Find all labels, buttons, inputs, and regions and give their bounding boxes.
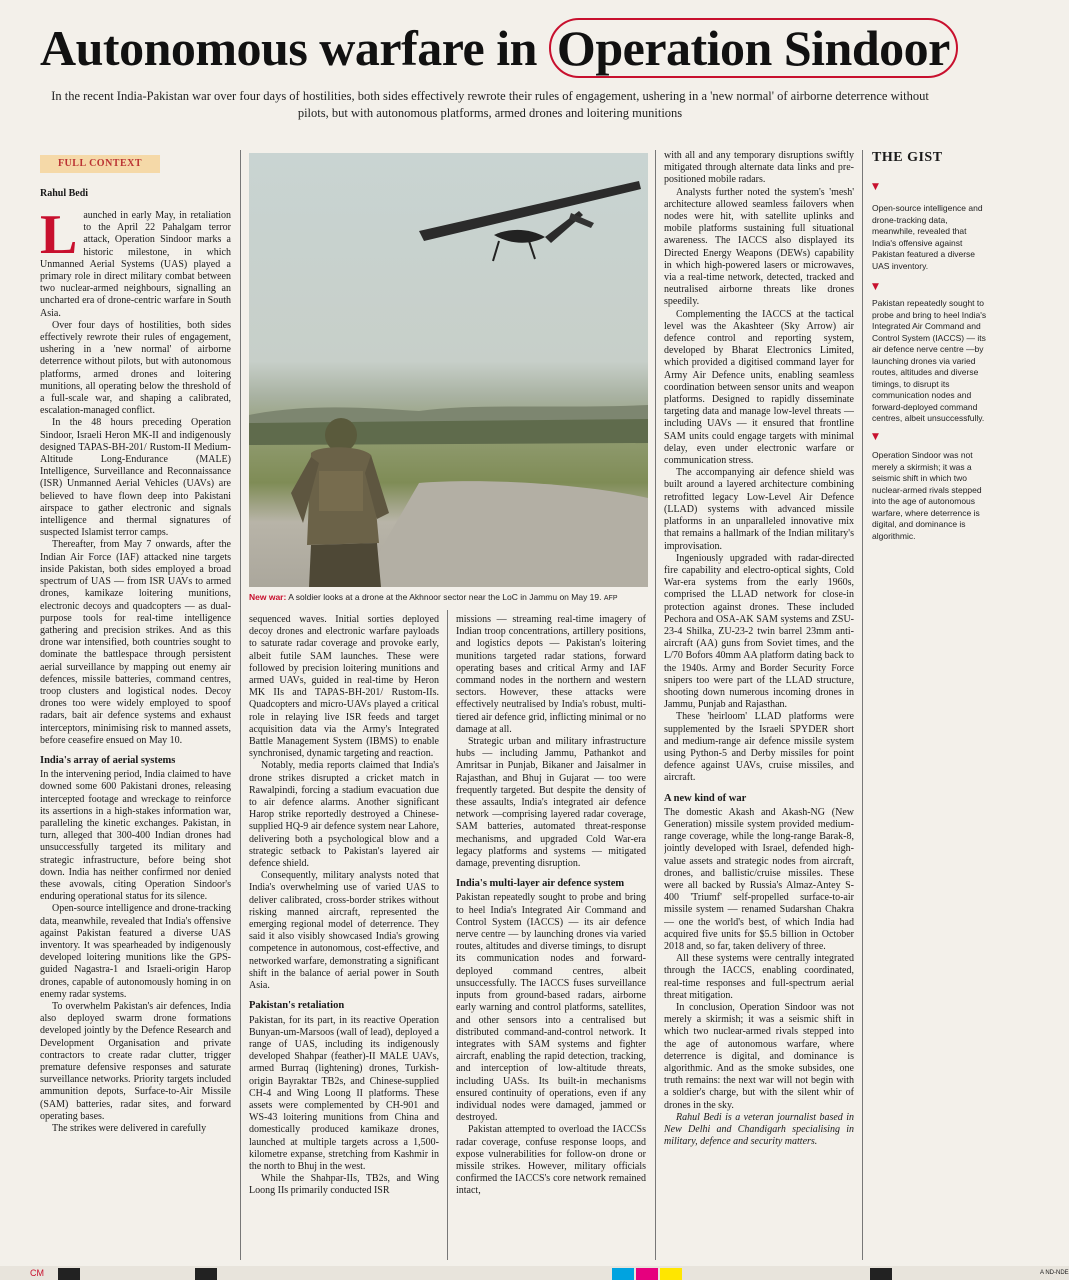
headline-highlight: Operation Sindoor bbox=[549, 18, 958, 78]
caption-text: A soldier looks at a drone at the Akhnoor sector near the LoC in Jammu on May 19. bbox=[288, 592, 602, 602]
headline-text: Autonomous warfare in bbox=[40, 20, 549, 76]
color-mark-label: CM bbox=[30, 1268, 44, 1278]
paragraph: Analysts further noted the system's 'mesh' architecture allowed seamless failovers when nodes were hit, with satellite uplinks and mobile platforms sustaining full situational awareness. The IACCS also displayed its Directed Energy Weapons (DEWs) capability in which high-powered lasers or microwaves, via a real-time network, detected, tracked and neutralised airborne threats like drones speedily. bbox=[664, 186, 854, 308]
paragraph: missions — streaming real-time imagery of Indian troop concentrations, artillery positions, and logistics depots — Pakistan's loitering munitions targeted radar stations, forward operating bases and critical Army and IAF command nodes in the northern and western sectors. However, these attacks were effectively neutralised by India's robust, multi-tiered air defence grid, inflicting minimal or no damage at all. bbox=[456, 614, 646, 735]
gist-item: Open-source intelligence and drone-tracking data, meanwhile, revealed that India's offensive against Pakistan featured a diverse UAS inventory. bbox=[872, 203, 983, 271]
paragraph: Strategic urban and military infrastructure hubs — including Jammu, Pathankot and Amritsar in Punjab, Bikaner and Jaisalmer in Rajasthan, and Bhuj in Gujarat — too were frequently targeted. But despite the density of these assaults, India's integrated air defence network —comprising layered radar coverage, SAM batteries, automated threat-response mechanisms, and upgraded Cold War-era legacy platforms and systems — mitigated damage, preventing disruption. bbox=[456, 736, 646, 870]
registration-swatch bbox=[195, 1268, 217, 1280]
headline bbox=[40, 18, 1050, 80]
column-rule bbox=[655, 150, 656, 1260]
byline: Rahul Bedi bbox=[40, 188, 89, 199]
column-4 bbox=[664, 150, 854, 1265]
article-photo bbox=[249, 153, 648, 587]
paragraph: sequenced waves. Initial sorties deployed decoy drones and electronic warfare payloads to saturate radar coverage and provoke early, albeit futile SAM launches. These were followed by precision loitering munitions and armed UAVs, guided in real-time by Heron MK IIs and TAPAS-BH-201/ Rustom-IIs. Quadcopters and micro-UAVs played a critical role in relaying live ISR feeds and target acquisition data via the Army's Integrated Battle Management System (IBMS) to enable synchronised, dynamic targeting and reaction. bbox=[249, 614, 439, 760]
triangle-bullet-icon: ▼ bbox=[872, 432, 879, 442]
paragraph: The strikes were delivered in carefully bbox=[52, 1123, 207, 1135]
paragraph: with all and any temporary disruptions swiftly mitigated through alternate data links and pre-positioned mobile radars. bbox=[664, 150, 854, 186]
paragraph: In the intervening period, India claimed to have downed some 600 Pakistani drones, releasing intercepted footage and wreckage to reinforce its assertions in a high-stakes information war, paralleling the kinetic exchanges. Pakistan, in turn, alleged that 300-400 Indian drones had unsuccessfully targeted its military and strategic infrastructure, before being shot down. India has neither confirmed nor denied these avowals, citing Operation Sindoor's enduring operational status for its silence. bbox=[40, 769, 231, 903]
drone-soldier-illustration bbox=[249, 153, 648, 587]
paragraph: In conclusion, Operation Sindoor was not merely a skirmish; it was a seismic shift in which two nuclear-armed rivals stepped into the age of autonomous warfare, where deterrence is digital, and dominance is algorithmic. And as the smoke subsides, one truth remains: the next war will not begin with a soldier's charge, but with the silent whir of drones in the sky. bbox=[664, 1002, 854, 1111]
photo-credit: AFP bbox=[603, 595, 618, 602]
subheading: Pakistan's retaliation bbox=[249, 1000, 345, 1012]
cyan-swatch bbox=[612, 1268, 634, 1280]
triangle-bullet-icon: ▼ bbox=[872, 282, 879, 292]
subheading: India's array of aerial systems bbox=[40, 754, 176, 766]
paragraph: To overwhelm Pakistan's air defences, India also deployed swarm drone formations developed jointly by the Defence Research and Development Organisation and private contractors to create radar clutter, trigger premature defensive responses and saturate surveillance networks. Priority targets included ammunition depots, Surface-to-Air Missile (SAM) batteries, radar sites, and forward operating bases. bbox=[40, 1001, 231, 1122]
paragraph: All these systems were centrally integrated through the IACCS, enabling coordinated, real-time responses and full-spectrum aerial threat mitigation. bbox=[664, 953, 854, 1001]
subheading: A new kind of war bbox=[664, 792, 747, 804]
paragraph: Complementing the IACCS at the tactical level was the Akashteer (Sky Arrow) air defence control and reporting system, developed by Bharat Electronics Limited, which provided a digitised command layer for Army Air Defence units, enabling seamless coordination between sensor units and weapon platforms. Designed to rapidly disseminate targeting data and manage low-level threats — including UAVs — it ensured that frontline SAM units could engage targets with minimal delay, even under electronic warfare or communication stress. bbox=[664, 308, 854, 467]
gist-item: Operation Sindoor was not merely a skirmish; it was a seismic shift in which two nuclear-armed rivals stepped into the age of autonomous warfare, where deterrence is digital, and dominance is algorithmic. bbox=[872, 450, 982, 541]
paragraph: Over four days of hostilities, both sides effectively rewrote their rules of engagement, ushering in a 'new normal' of airborne deterrence without pilots, but with autonomous platforms, armed drones and loitering munitions, all operating below the threshold of a full-scale war, and shaping a calibrated, escalation-managed conflict. bbox=[40, 319, 231, 417]
column-2 bbox=[249, 614, 439, 1265]
paragraph: Consequently, military analysts noted that India's overwhelming use of varied UAS to deliver calibrated, cross-border strikes without risking manned aircraft, represented the emerging regional model of deterrence. They said it also visibly showcased India's growing competence in autonomous, cost-effective, and networked warfare, demonstrating a significant shift in the balance of aerial power in South Asia. bbox=[249, 870, 439, 992]
caption-label: New war: bbox=[249, 592, 287, 602]
gist-title: THE GIST bbox=[872, 150, 943, 165]
column-3 bbox=[456, 614, 646, 1265]
paragraph: Open-source intelligence and drone-tracking data, meanwhile, revealed that India's offensive against Pakistan featured a diverse UAS inventory. It was spearheaded by indigenously developed loitering munitions like the GPS-guided Nagastra-1 and Israeli-origin Harop drones, capable of autonomously homing in on enemy radar systems. bbox=[40, 903, 231, 1000]
column-1 bbox=[40, 210, 231, 1265]
paragraph: While the Shahpar-IIs, TB2s, and Wing Loong IIs primarily conducted ISR bbox=[249, 1173, 439, 1197]
registration-swatch bbox=[870, 1268, 892, 1280]
paragraph: Pakistan, for its part, in its reactive Operation Bunyan-um-Marsoos (wall of lead), deployed a range of UAS, including its indigenously developed Shahpar (feather)-II MALE UAVs, armed Burraq (lightening) drones, Turkish-origin Bayraktar TB2s, and Chinese-supplied CH-4 and Wing Loong II platforms. These assets were complemented by CH-901 and WS-43 loitering munitions from China and domestically produced kamikaze drones, launched at multiple targets across a 1,500-kilometre expanse, stretching from Kashmir in the north to Bhuj in the west. bbox=[249, 1014, 439, 1172]
column-rule bbox=[240, 150, 241, 1260]
treeline bbox=[249, 419, 648, 445]
edition-code: A ND-NDE bbox=[1040, 1270, 1069, 1276]
subheading: India's multi-layer air defence system bbox=[456, 878, 625, 890]
triangle-bullet-icon: ▼ bbox=[872, 182, 879, 192]
paragraph: Ingeniously upgraded with radar-directed fire capability and electro-optical sights, Cold War-era systems from the early 1960s, comprised the LLAD network for close-in protection against drones. These included Pechora and OSA-AK SAM systems and ZSU-23-4 Shilka, ZU-23-2 twin barrel 23mm anti-aircraft (AA) guns from Soviet times, and the L/70 Bofors 40mm AA platform dating back to the 1940s. Army and Border Security Force snipers too were part of the LLAD structure, shooting down numerous incoming drones in Jammu, Punjab and Rajasthan. bbox=[664, 552, 854, 711]
paragraph: Pakistan repeatedly sought to probe and bring to heel India's Integrated Air Command and Control System (IACCS) — its air defence nerve centre — by launching drones via varied routes, altitudes and diverse timings, to disrupt its communication nodes and forward-deployed command centres, albeit unsuccessfully. The IACCS fuses surveillance inputs from ground-based radars, airborne early warning and control platforms, satellites, and other sensors into a centralised but distributed command-and-control network. It integrates with SAM systems and fighter aircraft, enabling the rapid detection, tracking, and interception of low-altitude threats, including UASs. Its built-in mechanisms ensured continuity of operations, even if any individual nodes were damaged, jammed or destroyed. bbox=[456, 892, 646, 1124]
paragraph: Thereafter, from May 7 onwards, after the Indian Air Force (IAF) attacked nine targets inside Pakistan, both sides employed a broad spectrum of UAS — from ISR UAVs to armed drones, kamikaze loitering munitions, electronic decoys and quadcopters — as dual-purpose tools for real-time intelligence gathering and precision strikes. And as this drone war intensified, both countries sought to dominate the battlespace through persistent aerial surveillance by mapping out enemy air defences, missile batteries, command centres, troop clusters and logistical nodes. Decoy drones too were widely employed to spoof radars, bait air defence systems and exhaust interceptors, minimising risk to manned assets, before ceasefire ensued on May 10. bbox=[40, 539, 231, 746]
dropcap: L bbox=[40, 210, 78, 266]
standfirst: In the recent India-Pakistan war over four days of hostilities, both sides effectively rewrote their rules of engagement, ushering in a 'new normal' of airborne deterrence without pilots, but with autonomous platforms, armed drones and loitering munitions bbox=[51, 89, 929, 120]
magenta-swatch bbox=[636, 1268, 658, 1280]
drone-icon bbox=[419, 181, 641, 261]
concrete-pad bbox=[359, 481, 648, 587]
yellow-swatch bbox=[660, 1268, 682, 1280]
column-rule bbox=[447, 610, 448, 1260]
column-rule bbox=[862, 150, 863, 1260]
section-tag: FULL CONTEXT bbox=[40, 155, 160, 173]
photo-caption bbox=[249, 592, 648, 602]
registration-swatch bbox=[58, 1268, 80, 1280]
paragraph: The domestic Akash and Akash-NG (New Generation) missile system provided medium-range coverage, while the long-range Barak-8, jointly developed with Israel, defended high-value assets and strategic nodes from aircraft, drones, and ballistic/cruise missiles. These were all backed by Russia's Almaz-Antey S-400 'Triumf' self-propelled surface-to-air missile system — renamed Sudarshan Chakra — one the world's best, of which India had acquired five units for $5.5 billion in October 2018 and, so far, taken delivery of three. bbox=[664, 806, 854, 952]
print-margin bbox=[0, 1266, 1069, 1280]
paragraph: These 'heirloom' LLAD platforms were supplemented by the Israeli SPYDER short and medium-range air defence missile system using Python-5 and Derby missiles for point defence against UAVs, cruise missiles, and aircraft. bbox=[664, 711, 854, 784]
paragraph: Pakistan attempted to overload the IACCSs radar coverage, confuse response loops, and expose vulnerabilities for follow-on drone or missile strikes. However, military officials confirmed the IACCS's core network remained intact, bbox=[456, 1124, 646, 1197]
author-bio: Rahul Bedi is a veteran journalist based in New Delhi and Chandigarh specialising in military, defence and security matters. bbox=[664, 1111, 854, 1148]
paragraph: In the 48 hours preceding Operation Sindoor, Israeli Heron MK-II and indigenously designed TAPAS-BH-201/ Rustom-II Medium-Altitude Long-Endurance (MALE) Intelligence, Surveillance and Reconnaissance (ISR) Unmanned Aerial Vehicles (UAVs) are believed to have flown deep into Pakistani airspace to gather electronic and signals intelligence and thermal signatures of suspected Islamist terror camps. bbox=[40, 417, 231, 539]
paragraph: The accompanying air defence shield was built around a layered architecture combining retrofitted legacy Low-Level Air Defence (LLAD) systems with advanced missile platforms in an unparalleled innovative mix that remains a hallmark of the Indian military's improvisation. bbox=[664, 467, 854, 552]
paragraph: aunched in early May, in retaliation to the April 22 Pahalgam terror attack, Operation Sindoor marks a historic milestone, in which Unmanned Aerial Systems (UAS) played a primary role in direct military combat between two nuclear-armed neighbours, signalling an uncharted era of drone-centric warfare in South Asia. bbox=[40, 210, 231, 319]
paragraph: Notably, media reports claimed that India's drone strikes disrupted a cricket match in Rawalpindi, forcing a stadium evacuation due to air defence alarms. Another significant Harop strike reportedly destroyed a Chinese-supplied HQ-9 air defence system near Lahore, delivering both a psychological blow and a strategic setback to Pakistan's layered air defence shield. bbox=[249, 760, 439, 870]
gist-item: Pakistan repeatedly sought to probe and bring to heel India's Integrated Air Command and Control System (IACCS) — its air defence nerve centre —by launching drones via varied routes, altitudes and diverse timings, to disrupt its communication nodes and forward-deployed command centres, albeit unsuccessfully. bbox=[872, 298, 987, 423]
